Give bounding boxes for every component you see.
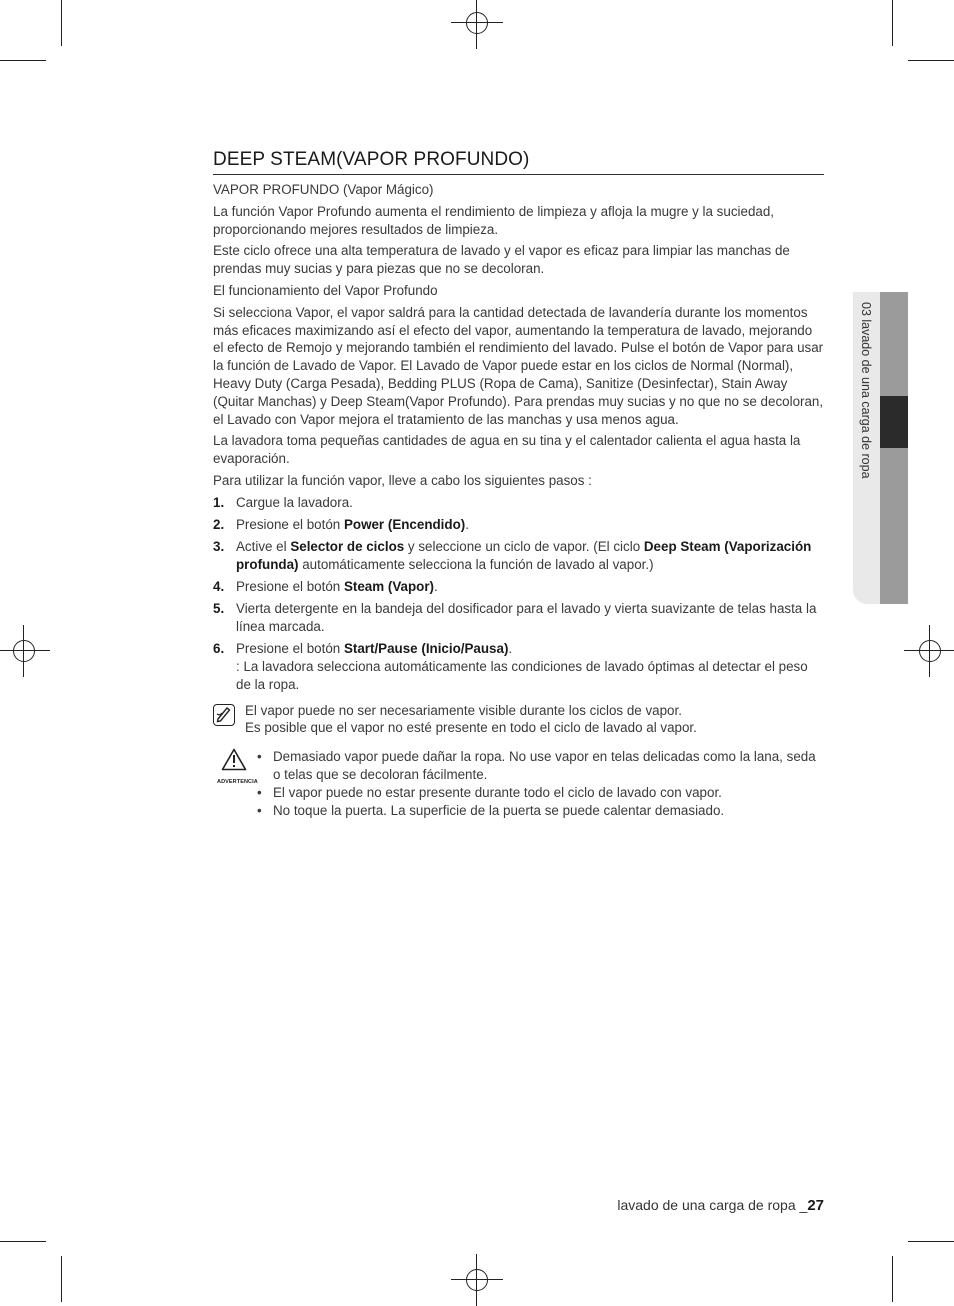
page-number: 27 bbox=[807, 1197, 824, 1214]
paragraph: Si selecciona Vapor, el vapor saldrá para la cantidad detectada de lavandería durante los momentos más eficaces maximizando así el efecto del vapor, aumentando la temperatura de lavado, mejorando el efecto de Remojo y mejorando también el rendimiento del lavado. Pulse el botón de Vapor para usar la función de Lavado de Vapor. El Lavado de Vapor puede estar en los ciclos de Normal (Normal), Heavy Duty (Carga Pesada), Bedding PLUS (Ropa de Cama), Sanitize (Desinfectar), Stain Away (Quitar Manchas) y Deep Steam(Vapor Profundo). Para prendas muy sucias y no que no se decoloran, el Lavado con Vapor mejora el tratamiento de las manchas y usa menos agua. bbox=[213, 304, 824, 427]
page-footer bbox=[617, 1197, 824, 1214]
step-item: 1. Cargue la lavadora. bbox=[213, 494, 353, 510]
crop-mark bbox=[0, 60, 46, 61]
paragraph: La lavadora toma pequeñas cantidades de agua en su tina y el calentador calienta el agua hasta la evaporación. bbox=[213, 433, 801, 467]
chapter-side-tab bbox=[853, 292, 908, 604]
subheading: El funcionamiento del Vapor Profundo bbox=[213, 282, 438, 298]
warning-item: • El vapor puede no estar presente durante todo el ciclo de lavado con vapor. bbox=[257, 784, 722, 800]
warning-item: • No toque la puerta. La superficie de la puerta se puede calentar demasiado. bbox=[257, 802, 725, 818]
page-content bbox=[213, 148, 824, 819]
note-line: El vapor puede no ser necesariamente visible durante los ciclos de vapor. bbox=[245, 702, 682, 718]
note-box bbox=[213, 702, 824, 738]
warning-list bbox=[255, 748, 824, 819]
steps-list bbox=[213, 494, 824, 694]
crop-mark bbox=[61, 1256, 62, 1302]
step-item: 2. Presione el botón Power (Encendido). bbox=[213, 516, 469, 532]
warning-item: • Demasiado vapor puede dañar la ropa. No use vapor en telas delicadas como la lana, seda o telas que se decoloran fácilmente. bbox=[257, 749, 816, 783]
crop-mark bbox=[61, 0, 62, 46]
crop-mark bbox=[892, 1256, 893, 1302]
page-title: DEEP STEAM(VAPOR PROFUNDO) bbox=[213, 148, 824, 175]
paragraph: La función Vapor Profundo aumenta el rendimiento de limpieza y afloja la mugre y la suciedad, proporcionando mejores resultados de limpieza. bbox=[213, 203, 775, 237]
warning-box bbox=[213, 748, 824, 819]
crop-mark bbox=[908, 60, 954, 61]
footer-section: lavado de una carga de ropa _ bbox=[617, 1197, 808, 1213]
note-pencil-icon bbox=[213, 704, 235, 726]
step-item: 6. Presione el botón Start/Pause (Inicio/Pausa). : La lavadora selecciona automáticamente las condiciones de lavado óptimas al detectar el peso de la ropa. bbox=[213, 641, 808, 692]
paragraph: Para utilizar la función vapor, lleve a cabo los siguientes pasos : bbox=[213, 472, 592, 488]
registration-mark-right bbox=[910, 631, 950, 671]
registration-mark-top bbox=[457, 3, 497, 43]
crop-mark bbox=[0, 1241, 46, 1242]
warning-label: ADVERTENCIA bbox=[217, 779, 258, 786]
crop-mark bbox=[908, 1241, 954, 1242]
warning-triangle-icon bbox=[217, 748, 258, 792]
note-line: Es posible que el vapor no esté presente en todo el ciclo de lavado al vapor. bbox=[245, 720, 697, 736]
chapter-label: 03 lavado de una carga de ropa bbox=[859, 302, 873, 479]
registration-mark-left bbox=[4, 631, 44, 671]
subtitle: VAPOR PROFUNDO (Vapor Mágico) bbox=[213, 182, 434, 197]
registration-mark-bottom bbox=[457, 1260, 497, 1300]
step-item: 5. Vierta detergente en la bandeja del dosificador para el lavado y vierta suavizante de telas hasta la línea marcada. bbox=[213, 601, 817, 635]
paragraph: Este ciclo ofrece una alta temperatura de lavado y el vapor es eficaz para limpiar las manchas de prendas muy sucias y para piezas que no se decoloran. bbox=[213, 243, 790, 277]
crop-mark bbox=[892, 0, 893, 46]
step-item: 4. Presione el botón Steam (Vapor). bbox=[213, 579, 438, 595]
step-item: 3. Active el Selector de ciclos y seleccione un ciclo de vapor. (El ciclo Deep Steam (Vaporización profunda) automáticamente selecciona la función de lavado al vapor.) bbox=[213, 539, 812, 572]
